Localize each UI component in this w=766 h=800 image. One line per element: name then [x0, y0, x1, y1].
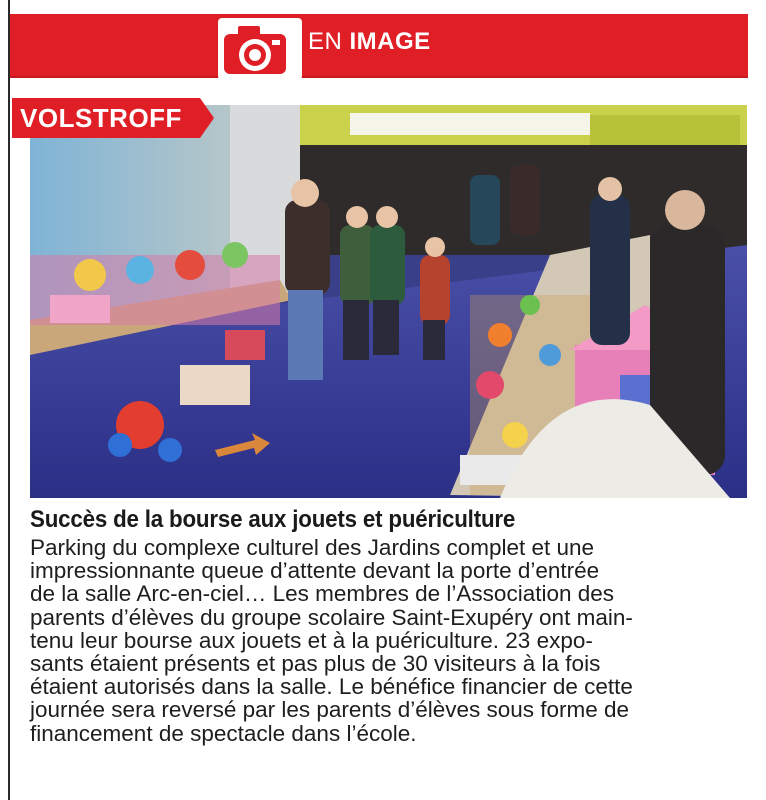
body-line: sants étaient présents et pas plus de 30 visiteurs à la fois	[30, 651, 601, 677]
section-title-prefix: EN	[308, 28, 343, 55]
article-headline: Succès de la bourse aux jouets et puériculture	[30, 506, 516, 533]
article-body	[30, 536, 746, 745]
body-line: impressionnante queue d’attente devant la porte d’entrée	[30, 558, 600, 584]
body-line: journée sera reversé par les parents d’élèves sous forme de	[30, 697, 630, 723]
body-line: financement de spectacle dans l’école.	[30, 720, 417, 746]
body-line: parents d’élèves du groupe scolaire Saint-Exupéry ont main-	[30, 604, 633, 630]
place-label: VOLSTROFF	[20, 103, 182, 133]
section-title	[308, 28, 431, 56]
banner-rule	[10, 76, 748, 78]
body-line: Parking du complexe culturel des Jardins complet et une	[30, 535, 595, 560]
body-line: étaient autorisés dans la salle. Le bénéfice financier de cette	[30, 674, 633, 700]
body-line: tenu leur bourse aux jouets et à la puériculture. 23 expo-	[30, 627, 593, 653]
article-photo	[30, 105, 747, 498]
body-line: de la salle Arc-en-ciel… Les membres de l’Association des	[30, 581, 615, 607]
camera-icon	[218, 18, 302, 80]
section-title-emphasis: IMAGE	[349, 28, 431, 55]
